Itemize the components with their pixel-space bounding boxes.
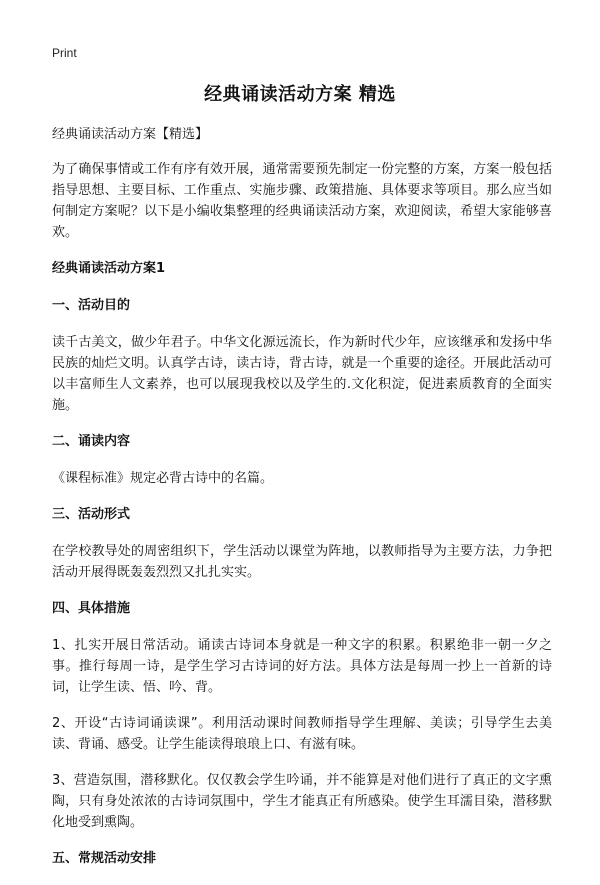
section-heading-purpose: 一、活动目的	[52, 298, 131, 313]
section-paragraph: 读千古美文，做少年君子。中华文化源远流长，作为新时代少年，应该继承和发扬中华民族的灿烂文明。认真学古诗，读古诗，背古诗，就是一个重要的途径。开展此活动可以丰富师生人文素养，也可以展现我校以及学生的.文化积淀，促进素质教育的全面实施。	[52, 335, 552, 413]
section-paragraph: 《课程标准》规定必背古诗中的名篇。	[52, 471, 274, 486]
plan-title: 经典诵读活动方案1	[52, 261, 166, 276]
section-heading-form: 三、活动形式	[52, 507, 131, 522]
section-paragraph: 在学校教导处的周密组织下，学生活动以课堂为阵地，以教师指导为主要方法，力争把活动开展得既轰轰烈烈又扎扎实实。	[52, 544, 552, 580]
section-paragraph: 1、扎实开展日常活动。诵读古诗词本身就是一种文字的积累。积累绝非一朝一夕之事。推行每周一诗，是学生学习古诗词的好方法。具体方法是每周一抄上一首新的诗词，让学生读、悟、吟、背。	[52, 638, 552, 695]
intro-paragraph: 为了确保事情或工作有序有效开展，通常需要预先制定一份完整的方案，方案一般包括指导思想、主要目标、工作重点、实施步骤、政策措施、具体要求等项目。那么应当如何制定方案呢？以下是小编收集整理的经典诵读活动方案，欢迎阅读，希望大家能够喜欢。	[52, 162, 552, 240]
section-heading-measures: 四、具体措施	[52, 601, 131, 616]
section-heading-schedule: 五、常规活动安排	[52, 851, 157, 866]
section-paragraph: 2、开设“古诗词诵读课”。利用活动课时间教师指导学生理解、美读；引导学生去美读、背诵、感受。让学生能读得琅琅上口、有滋有味。	[52, 716, 552, 752]
document-body	[52, 124, 552, 885]
page-title: 经典诵读活动方案 精选	[204, 84, 396, 105]
document-subtitle: 经典诵读活动方案【精选】	[52, 127, 209, 142]
print-link[interactable]: Print	[52, 46, 77, 60]
section-paragraph: 3、营造氛围，潜移默化。仅仅教会学生吟诵，并不能算是对他们进行了真正的文字熏陶，只有身处浓浓的古诗词氛围中，学生才能真正有所感染。使学生耳濡目染，潜移默化地受到熏陶。	[52, 773, 552, 830]
section-heading-content: 二、诵读内容	[52, 434, 131, 449]
